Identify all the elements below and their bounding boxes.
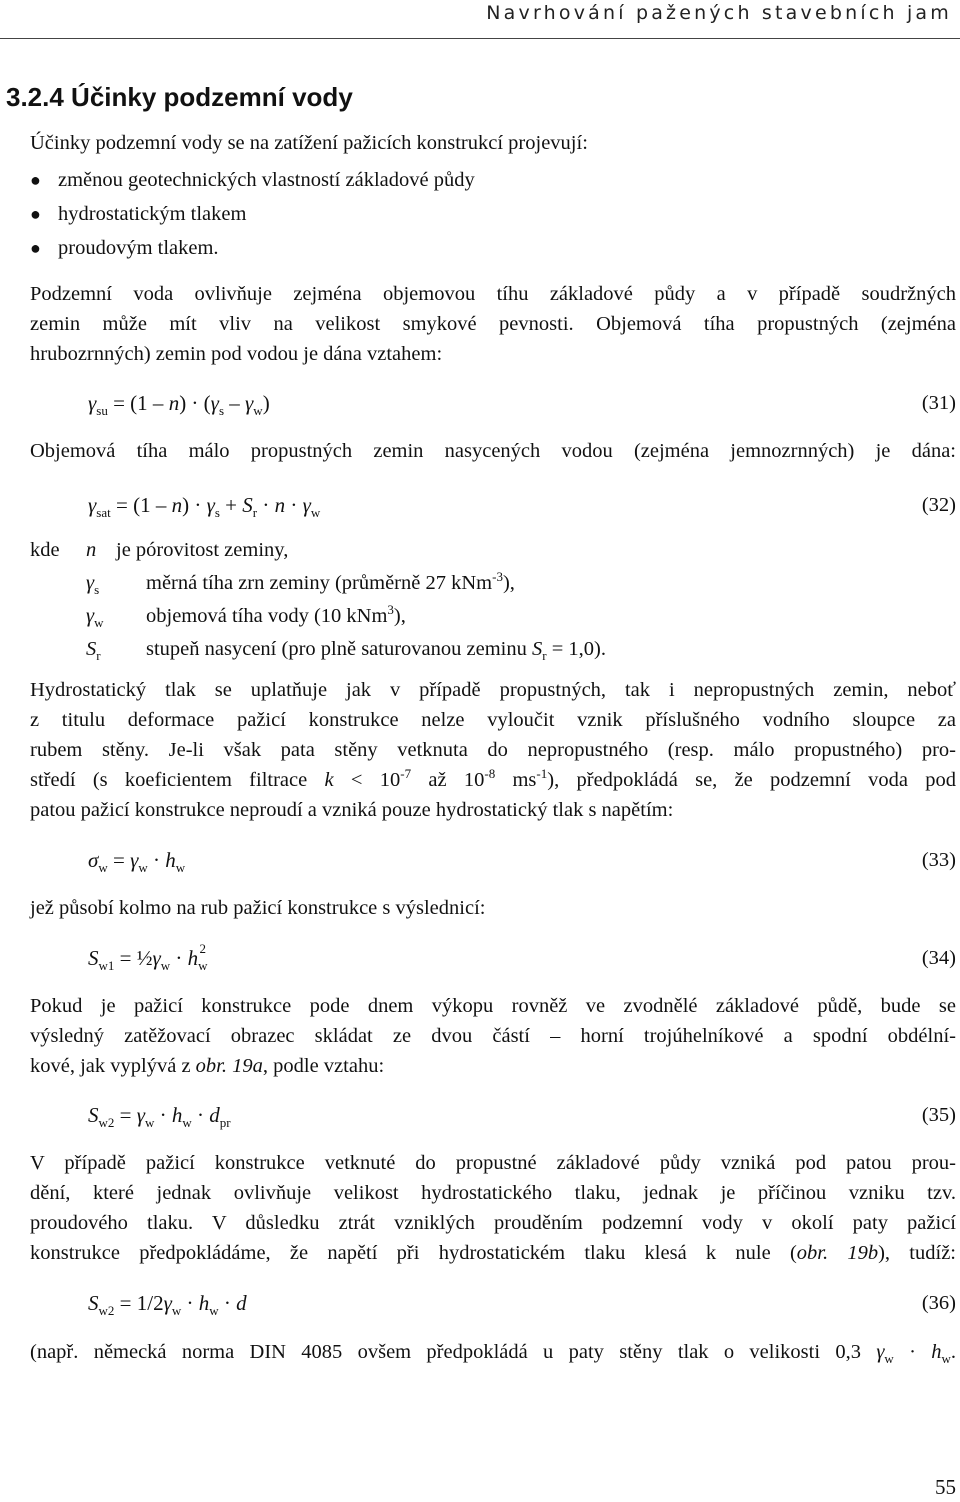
symbol-sr-description: stupeň nasycení (pro plně saturovanou zeminu $S_r = 1,0$). — [146, 638, 606, 664]
p7-end: . — [950, 1341, 957, 1363]
gamma-s-text-end: ), — [502, 572, 515, 594]
symbol-n: n — [86, 539, 97, 561]
equation-34-number: (34) — [921, 947, 956, 969]
equation-36-number: (36) — [921, 1292, 956, 1314]
where-label: kde — [30, 539, 60, 561]
p5-line3-a: kové, jak vyplývá z — [30, 1055, 191, 1077]
symbol-gamma-s: $\gamma_s$ — [86, 572, 100, 598]
paragraph-7: (např. německá norma DIN 4085 ovšem předpokládá u paty stěny tlak o velikosti 0,3 $\gamma_w \cdot h_w$. — [30, 1341, 957, 1367]
paragraph-5-line-3 — [30, 1051, 956, 1081]
equation-31: $\gamma_{su} = (1 - n) \cdot (\gamma_s - \gamma_w)$ — [88, 391, 270, 419]
sr-text-end: = 1,0). — [551, 638, 606, 660]
header-rule — [0, 38, 960, 39]
paragraph-1-line-1: Podzemní voda ovlivňuje zejména objemovou tíhu základové půdy a v případě soudržných — [30, 283, 956, 305]
bullet-item-1 — [30, 165, 475, 195]
paragraph-6-line-2: dění, které jednak ovlivňuje velikost hydrostatického tlaku, jednak je příčinou vzniku tzv. — [30, 1182, 956, 1204]
p3-line4-a: středí (s koeficientem filtrace — [30, 769, 308, 791]
paragraph-3-line-1: Hydrostatický tlak se uplatňuje jak v případě propustných, tak i nepropustných zemin, neboť — [30, 679, 956, 701]
page-number: 55 — [935, 1475, 956, 1499]
intro-paragraph: Účinky podzemní vody se na zatížení pažicích konstrukcí projevují: — [30, 132, 588, 154]
equation-31-number: (31) — [921, 392, 956, 414]
paragraph-6-line-4 — [30, 1238, 956, 1268]
gamma-s-text: měrná tíha zrn zeminy (průměrně 27 kNm — [146, 572, 493, 594]
equation-33-number: (33) — [921, 849, 956, 871]
p3-line4-b: až 10 — [428, 769, 485, 791]
paragraph-1-line-3: hrubozrnných) zemin pod vodou je dána vztahem: — [30, 343, 443, 365]
symbol-n-description: je pórovitost zeminy, — [116, 539, 289, 561]
paragraph-6-line-3: proudového tlaku. V důsledku ztrát vzniklých prouděním podzemní vody v okolí paty pažicí — [30, 1212, 956, 1234]
figure-reference-19a: obr. 19a — [195, 1055, 263, 1077]
bullet-icon: ● — [30, 204, 41, 224]
p3-line4-c: ms — [512, 769, 537, 791]
bullet-icon: ● — [30, 170, 41, 190]
bullet-text: proudovým tlakem. — [58, 237, 219, 259]
bullet-item-2 — [30, 199, 246, 229]
symbol-gamma-w: $\gamma_w$ — [86, 605, 104, 631]
paragraph-2: Objemová tíha málo propustných zemin nasycených vodou (zejména jemnozrnných) je dána: — [30, 440, 956, 462]
equation-32-number: (32) — [921, 494, 956, 516]
equation-35: $S_{w2} = \gamma_w \cdot h_w \cdot d_{pr}$ — [88, 1103, 231, 1131]
p6-line4-c: ), tudíž: — [878, 1242, 956, 1264]
paragraph-3-line-3: rubem stěny. Je-li však pata stěny vetknuta do nepropustného (resp. málo propustného) pro- — [30, 739, 956, 761]
paragraph-3-line-2: z titulu deformace pažicí konstrukce nelze vyloučit vznik příslušného vodního sloupce za — [30, 709, 956, 731]
paragraph-1-line-2: zemin může mít vliv na velikost smykové pevnosti. Objemová tíha propustných (zejména — [30, 313, 956, 335]
p5-line3-c: , podle vztahu: — [262, 1055, 385, 1077]
symbol-gamma-w-description: objemová tíha vody (10 kNm$^3$), — [146, 602, 406, 627]
figure-reference-19b: obr. 19b — [796, 1242, 879, 1264]
running-header: Navrhování pažených stavebních jam — [486, 2, 952, 24]
gamma-w-text: objemová tíha vody (10 kNm — [146, 605, 388, 627]
equation-36: $S_{w2} = 1/2\gamma_w \cdot h_w \cdot d$ — [88, 1291, 247, 1319]
paragraph-5-line-2: výsledný zatěžovací obrazec skládat ze dvou částí – horní trojúhelníkové a spodní obdélní- — [30, 1025, 956, 1047]
sr-text: stupeň nasycení (pro plně saturovanou zeminu — [146, 638, 527, 660]
bullet-text: hydrostatickým tlakem — [58, 203, 247, 225]
paragraph-6-line-1: V případě pažicí konstrukce vetknuté do propustné základové půdy vzniká pod patou prou- — [30, 1152, 956, 1174]
bullet-icon: ● — [30, 238, 41, 258]
equation-34: $S_{w1}$ = $\frac{1}{2}\gamma_w \cdot h_w^2$ — [88, 941, 208, 974]
paragraph-5-line-1: Pokud je pažicí konstrukce pode dnem výkopu rovněž ve zvodnělé základové půdě, bude se — [30, 995, 956, 1017]
symbol-sr: $S_r$ — [86, 638, 101, 664]
equation-33: $\sigma_w = \gamma_w \cdot h_w$ — [88, 848, 186, 876]
bullet-item-3 — [30, 233, 219, 263]
equation-32: $\gamma_{sat} = (1 - n) \cdot \gamma_s + S_r \cdot n \cdot \gamma_w$ — [88, 493, 321, 521]
symbol-gamma-s-description: měrná tíha zrn zeminy (průměrně 27 kNm$^{-3}$), — [146, 569, 515, 594]
paragraph-3-line-5: patou pažicí konstrukce neproudí a vzniká pouze hydrostatický tlak s napětím: — [30, 799, 674, 821]
bullet-text: změnou geotechnických vlastností základové půdy — [58, 169, 475, 191]
p7-text: (např. německá norma DIN 4085 ovšem předpokládá u paty stěny tlak o velikosti 0,3 — [30, 1341, 861, 1363]
gamma-w-text-end: ), — [393, 605, 406, 627]
paragraph-4: jež působí kolmo na rub pažicí konstrukce s výslednicí: — [30, 897, 486, 919]
p3-line4-d: ), předpokládá se, že podzemní voda pod — [547, 769, 957, 791]
p6-line4-a: konstrukce předpokládáme, že napětí při hydrostatickém tlaku klesá k nule ( — [30, 1242, 797, 1264]
section-title: 3.2.4 Účinky podzemní vody — [6, 82, 353, 112]
equation-35-number: (35) — [921, 1104, 956, 1126]
paragraph-3-line-4: středí (s koeficientem filtrace $k < 10^{-7}$ až $10^{-8}$ $ms^{-1}$), předpokládá se, že podzemní voda pod — [30, 766, 957, 791]
